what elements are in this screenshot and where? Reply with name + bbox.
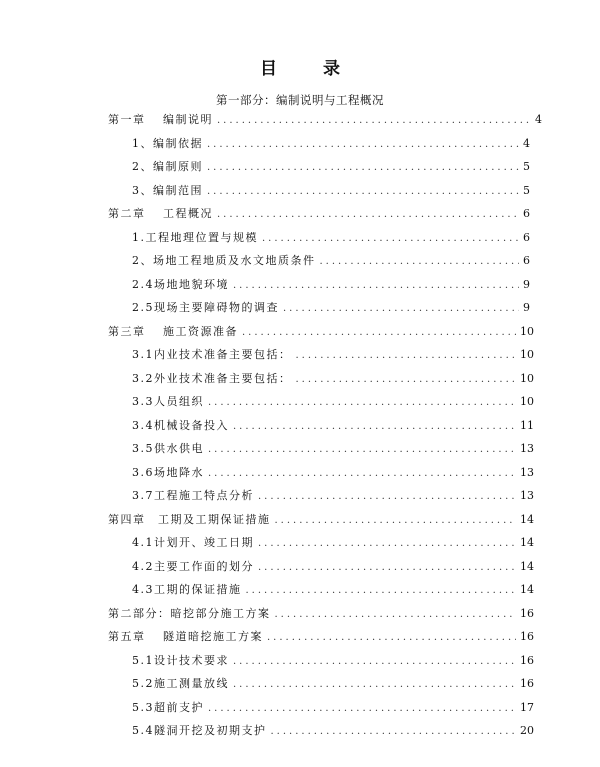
toc-entry[interactable] <box>132 136 530 152</box>
toc-entry-page: 16 <box>520 606 534 620</box>
toc-entry-page: 14 <box>520 559 534 573</box>
toc-leader-dots <box>267 630 516 646</box>
page-title: 目 录 <box>260 59 360 79</box>
toc-entry[interactable] <box>132 535 534 551</box>
toc-entry-page: 13 <box>520 465 534 479</box>
toc-leader-dots <box>217 207 519 223</box>
toc-entry-page: 9 <box>523 277 530 291</box>
toc-entry[interactable] <box>132 676 534 692</box>
toc-entry-label: 5.2施工测量放线 <box>132 677 229 690</box>
toc-entry-label: 3.2外业技术准备主要包括： <box>132 371 292 385</box>
toc-entry[interactable] <box>132 230 530 246</box>
toc-leader-dots <box>208 466 516 482</box>
toc-leader-dots <box>296 348 517 364</box>
toc-entry[interactable] <box>132 559 534 575</box>
toc-entry[interactable] <box>132 723 534 739</box>
toc-entry[interactable] <box>132 394 534 410</box>
toc-entry-label: 5.1设计技术要求 <box>132 653 229 667</box>
toc-entry-page: 20 <box>520 724 534 737</box>
toc-leader-dots <box>283 301 519 317</box>
toc-entry-label: 第二部分：暗挖部分施工方案 <box>108 606 271 620</box>
toc-entry-page: 16 <box>520 677 534 690</box>
toc-entry-page: 13 <box>520 489 534 502</box>
toc-entry-page: 16 <box>520 653 534 667</box>
toc-entry-label: 3、编制范围 <box>132 183 203 197</box>
toc-leader-dots <box>233 654 516 670</box>
toc-entry-label: 3.3人员组织 <box>132 395 204 408</box>
toc-entry-page: 10 <box>520 348 534 361</box>
toc-leader-dots <box>275 607 517 623</box>
toc-leader-dots <box>208 701 516 717</box>
toc-entry-label: 第二章 工程概况 <box>108 207 213 220</box>
toc-entry[interactable] <box>108 324 534 340</box>
toc-entry-page: 6 <box>523 230 530 244</box>
toc-entry-page: 16 <box>520 630 534 643</box>
toc-entry-page: 5 <box>523 183 530 197</box>
toc-entry[interactable] <box>132 582 534 598</box>
toc-entry-label: 2、场地工程地质及水文地质条件 <box>132 254 316 267</box>
toc-leader-dots <box>271 724 517 740</box>
toc-entry-page: 5 <box>523 160 530 173</box>
toc-entry[interactable] <box>132 347 534 363</box>
toc-entry-page: 17 <box>520 700 534 714</box>
toc-entry-label: 2.4场地地貌环境 <box>132 277 229 291</box>
toc-leader-dots <box>217 113 531 129</box>
toc-leader-dots <box>233 278 519 294</box>
toc-entry-label: 4.1计划开、竣工日期 <box>132 536 254 549</box>
toc-entry-label: 1.工程地理位置与规模 <box>132 230 258 244</box>
toc-entry-label: 4.2主要工作面的划分 <box>132 559 254 573</box>
toc-entry-label: 第四章 工期及工期保证措施 <box>108 512 271 526</box>
toc-leader-dots <box>258 489 516 505</box>
toc-entry[interactable] <box>108 629 534 645</box>
part-one-heading: 第一部分：编制说明与工程概况 <box>216 93 384 107</box>
toc-entry-page: 14 <box>520 583 534 596</box>
toc-entry-label: 3.5供水供电 <box>132 442 204 455</box>
toc-entry-label: 2.5现场主要障碍物的调查 <box>132 301 279 314</box>
toc-entry[interactable] <box>108 606 534 622</box>
toc-entry-page: 10 <box>520 395 534 408</box>
toc-entry-label: 第一章 编制说明 <box>108 113 213 126</box>
toc-leader-dots <box>258 536 516 552</box>
toc-entry[interactable] <box>132 418 534 434</box>
toc-entry-label: 1、编制依据 <box>132 136 203 150</box>
toc-entry-page: 14 <box>520 512 534 526</box>
toc-leader-dots <box>275 513 517 529</box>
toc-entry-page: 10 <box>520 324 534 338</box>
toc-entry[interactable] <box>132 159 530 175</box>
toc-entry-label: 第五章 隧道暗挖施工方案 <box>108 630 263 643</box>
toc-entry-page: 9 <box>523 301 530 314</box>
toc-entry[interactable] <box>132 277 530 293</box>
toc-entry-label: 3.1内业技术准备主要包括： <box>132 348 292 361</box>
toc-leader-dots <box>207 184 519 200</box>
toc-entry-label: 5.4隧洞开挖及初期支护 <box>132 724 267 737</box>
toc-entry-page: 4 <box>523 136 530 150</box>
toc-leader-dots <box>208 395 516 411</box>
toc-entry[interactable] <box>132 700 534 716</box>
toc-entry[interactable] <box>132 465 534 481</box>
toc-leader-dots <box>207 160 519 176</box>
toc-entry[interactable] <box>132 183 530 199</box>
toc-entry[interactable] <box>132 300 530 316</box>
toc-entry-page: 4 <box>535 113 542 126</box>
toc-leader-dots <box>262 231 519 247</box>
toc-entry[interactable] <box>132 488 534 504</box>
toc-entry-page: 10 <box>520 371 534 385</box>
toc-leader-dots <box>258 560 516 576</box>
toc-leader-dots <box>296 372 517 388</box>
toc-entry-label: 4.3工期的保证措施 <box>132 583 242 596</box>
toc-entry-page: 6 <box>523 254 530 267</box>
toc-leader-dots <box>233 419 516 435</box>
toc-entry[interactable] <box>132 441 534 457</box>
toc-entry[interactable] <box>108 206 530 222</box>
toc-entry[interactable] <box>132 371 534 387</box>
toc-entry-label: 3.4机械设备投入 <box>132 418 229 432</box>
toc-entry-label: 3.6场地降水 <box>132 465 204 479</box>
toc-leader-dots <box>242 325 516 341</box>
toc-entry-label: 2、编制原则 <box>132 160 203 173</box>
toc-leader-dots <box>320 254 520 270</box>
toc-entry-label: 第三章 施工资源准备 <box>108 324 238 338</box>
toc-entry[interactable] <box>132 253 530 269</box>
toc-leader-dots <box>246 583 517 599</box>
toc-leader-dots <box>233 677 516 693</box>
toc-entry[interactable] <box>108 512 534 528</box>
toc-entry-label: 5.3超前支护 <box>132 700 204 714</box>
toc-entry-page: 13 <box>520 442 534 455</box>
toc-entry-page: 11 <box>520 418 534 432</box>
toc-leader-dots <box>207 137 519 153</box>
toc-leader-dots <box>208 442 516 458</box>
toc-entry[interactable] <box>132 653 534 669</box>
toc-entry-label: 3.7工程施工特点分析 <box>132 489 254 502</box>
toc-entry[interactable] <box>108 112 542 128</box>
toc-entry-page: 6 <box>523 207 530 220</box>
toc-entry-page: 14 <box>520 536 534 549</box>
